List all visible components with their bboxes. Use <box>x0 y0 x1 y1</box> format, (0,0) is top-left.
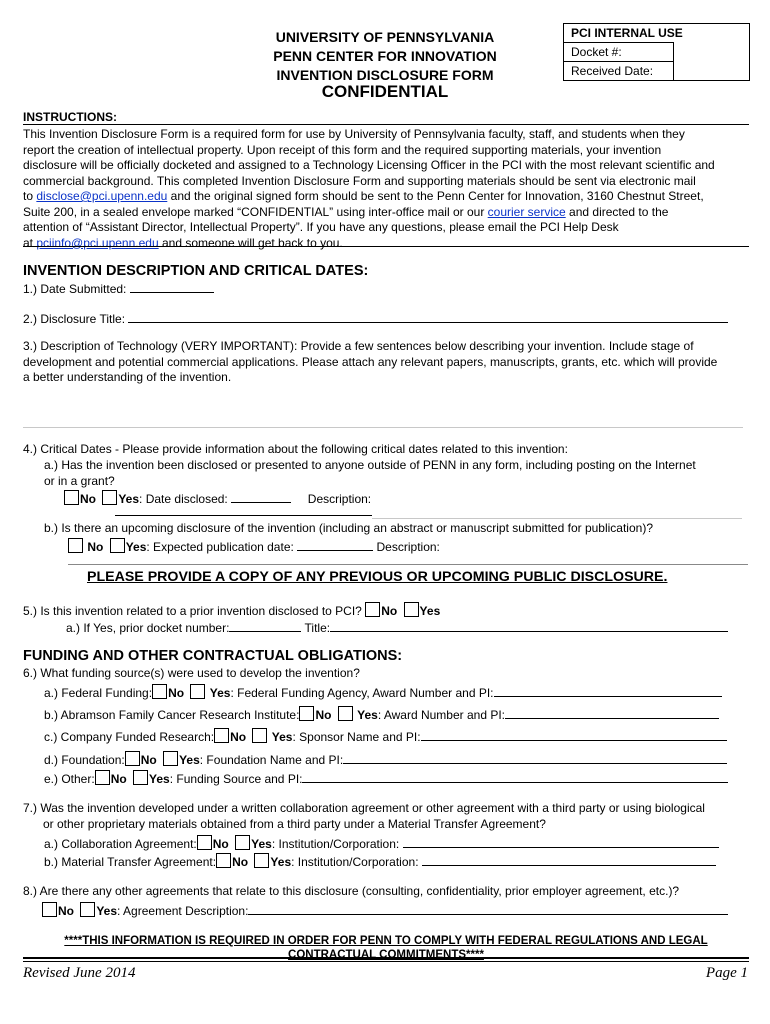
q4b-rule <box>68 564 748 565</box>
disclosure-title-row: 2.) Disclosure Title: <box>23 311 728 328</box>
q5a-row: a.) If Yes, prior docket number: Title: <box>66 620 728 637</box>
q7b-yes-checkbox[interactable] <box>254 853 269 868</box>
q4a-description-rule <box>372 518 742 519</box>
q6e-no-checkbox[interactable] <box>95 770 110 785</box>
instructions-line: at pciinfo@pci.upenn.edu and someone will get back to you. <box>23 235 343 250</box>
q6-prompt: 6.) What funding source(s) were used to develop the invention? <box>23 666 360 680</box>
q4a-yes-checkbox[interactable] <box>102 490 117 505</box>
instructions-line: to disclose@pci.upenn.edu and the original signed form should be sent to the Penn Center for Innovation, 3160 Chestnut Street, <box>23 189 704 203</box>
q6c-yes-checkbox[interactable] <box>252 728 267 743</box>
q6c-no-checkbox[interactable] <box>214 728 229 743</box>
page-number: Page 1 <box>705 965 748 981</box>
instructions-top-rule <box>23 124 749 125</box>
disclosure-copy-notice: PLEASE PROVIDE A COPY OF ANY PREVIOUS OR UPCOMING PUBLIC DISCLOSURE. <box>87 569 668 585</box>
q6b-row: b.) Abramson Family Cancer Research Institute: No Yes: Award Number and PI: <box>44 706 719 724</box>
q8-no-checkbox[interactable] <box>42 902 57 917</box>
footer-rule-thin <box>23 961 749 962</box>
q4b-answer-row: No Yes: Expected publication date: Description: <box>68 538 440 556</box>
q5-row: 5.) Is this invention related to a prior invention disclosed to PCI? No Yes <box>23 604 441 618</box>
disclose-email-link[interactable]: disclose@pci.upenn.edu <box>36 189 168 203</box>
required-notice: ****THIS INFORMATION IS REQUIRED IN ORDER FOR PENN TO COMPLY WITH FEDERAL REGULATIONS AND LEGAL CONTRACTUAL COMMITMENTS**** <box>64 935 708 961</box>
invention-description-heading: INVENTION DESCRIPTION AND CRITICAL DATES: <box>23 263 369 279</box>
instructions-line: commercial background. This completed Invention Disclosure Form and supporting materials should be sent via electronic mail <box>23 173 696 188</box>
q6a-row: a.) Federal Funding: No Yes: Federal Funding Agency, Award Number and PI: <box>44 684 722 702</box>
q6e-yes-checkbox[interactable] <box>133 770 148 785</box>
q7b-no-checkbox[interactable] <box>216 853 231 868</box>
q6a-yes-checkbox[interactable] <box>190 684 205 699</box>
q7-prompt: 7.) Was the invention developed under a written collaboration agreement or other agreement with a third party or using biological or other proprietary materials obtained from a third party under a Material Transfer Agreement? <box>23 801 705 831</box>
sponsor-name-field[interactable] <box>421 729 727 741</box>
date-disclosed-extra-rule <box>115 515 372 516</box>
instructions-line: Suite 200, in a sealed envelope marked “CONFIDENTIAL” using inter-office mail or our courier service and directed to the <box>23 204 669 219</box>
foundation-name-field[interactable] <box>343 752 727 764</box>
revised-date: Revised June 2014 <box>23 965 136 981</box>
date-disclosed-field[interactable] <box>231 491 291 503</box>
q8-yes-checkbox[interactable] <box>80 902 95 917</box>
q4b-prompt: b.) Is there an upcoming disclosure of the invention (including an abstract or manuscript submitted for publication)? <box>44 521 653 535</box>
disclosure-title-field[interactable] <box>128 311 728 323</box>
instructions-heading: INSTRUCTIONS: <box>23 110 117 124</box>
q4b-yes-checkbox[interactable] <box>110 538 125 553</box>
q6c-row: c.) Company Funded Research: No Yes: Sponsor Name and PI: <box>44 728 727 746</box>
form-name: INVENTION DISCLOSURE FORM <box>276 67 494 83</box>
q6a-no-checkbox[interactable] <box>152 684 167 699</box>
center-name: PENN CENTER FOR INNOVATION <box>273 48 497 64</box>
abramson-award-field[interactable] <box>505 707 719 719</box>
courier-service-link[interactable]: courier service <box>487 204 566 219</box>
instructions-line: This Invention Disclosure Form is a required form for use by University of Pennsylvania faculty, staff, and students when they <box>23 127 685 141</box>
mta-institution-field[interactable] <box>422 854 716 866</box>
federal-funding-field[interactable] <box>494 685 722 697</box>
instructions-bottom-rule <box>23 246 749 247</box>
description-prompt: 3.) Description of Technology (VERY IMPORTANT): Provide a few sentences below describing your invention. Include stage of development and potential commercial applications. Please attach any relevant papers, manuscripts, grants, etc. which will provide a better understanding of the invention. <box>23 339 718 384</box>
university-name: UNIVERSITY OF PENNSYLVANIA <box>275 29 495 45</box>
instructions-line: disclosure will be officially docketed and assigned to a Technology Licensing Officer in the PCI with the most relevant scientific and <box>23 158 715 172</box>
q6b-yes-checkbox[interactable] <box>338 706 353 721</box>
q7a-row: a.) Collaboration Agreement: No Yes: Institution/Corporation: <box>44 835 719 853</box>
q6e-row: e.) Other: No Yes: Funding Source and PI: <box>44 770 728 788</box>
collaboration-institution-field[interactable] <box>403 836 719 848</box>
q8-prompt: 8.) Are there any other agreements that relate to this disclosure (consulting, confidentiality, prior employer agreement, etc.)? <box>23 884 680 898</box>
instructions-body <box>23 127 753 251</box>
pci-box-title: PCI INTERNAL USE <box>571 26 683 40</box>
q7b-row: b.) Material Transfer Agreement: No Yes: Institution/Corporation: <box>44 853 716 871</box>
critical-dates-prompt: 4.) Critical Dates - Please provide information about the following critical dates related to this invention: <box>23 442 568 456</box>
date-submitted-row: 1.) Date Submitted: <box>23 281 214 298</box>
date-submitted-field[interactable] <box>130 281 214 293</box>
q7a-yes-checkbox[interactable] <box>235 835 250 850</box>
agreement-description-field[interactable] <box>248 903 728 915</box>
confidential-label: CONFIDENTIAL <box>321 82 449 101</box>
q4a-prompt: a.) Has the invention been disclosed or presented to anyone outside of PENN in any form, including posting on the Internet or in a grant? <box>44 458 696 488</box>
q6d-no-checkbox[interactable] <box>125 751 140 766</box>
instructions-line: report the creation of intellectual property. Upon receipt of this form and the required supporting materials, your invention <box>23 142 662 157</box>
q6d-row: d.) Foundation: No Yes: Foundation Name and PI: <box>44 751 727 769</box>
q5-no-checkbox[interactable] <box>365 602 380 617</box>
q4a-no-checkbox[interactable] <box>64 490 79 505</box>
q7a-no-checkbox[interactable] <box>197 835 212 850</box>
description-rule <box>23 427 743 428</box>
publication-date-field[interactable] <box>297 539 373 551</box>
q8-row: No Yes: Agreement Description: <box>42 902 728 920</box>
received-date-field[interactable]: Received Date: <box>564 61 674 80</box>
pciinfo-email-link[interactable]: pciinfo@pci.upenn.edu <box>36 235 159 250</box>
docket-field[interactable]: Docket #: <box>564 42 674 61</box>
instructions-line: attention of “Assistant Director, Intellectual Property”. If you have any questions, please email the PCI Help Desk <box>23 220 619 234</box>
footer-rule-thick <box>23 957 749 959</box>
q4b-no-checkbox[interactable] <box>68 538 83 553</box>
description-textarea[interactable] <box>23 385 743 425</box>
q6b-no-checkbox[interactable] <box>299 706 314 721</box>
q5-yes-checkbox[interactable] <box>404 602 419 617</box>
funding-heading: FUNDING AND OTHER CONTRACTUAL OBLIGATIONS: <box>23 648 403 664</box>
pci-internal-use-box <box>563 23 750 81</box>
other-funding-field[interactable] <box>302 771 728 783</box>
q6d-yes-checkbox[interactable] <box>163 751 178 766</box>
prior-title-field[interactable] <box>330 620 728 632</box>
q4a-answer-row: No Yes: Date disclosed: Description: <box>64 490 371 508</box>
prior-docket-field[interactable] <box>229 620 301 632</box>
